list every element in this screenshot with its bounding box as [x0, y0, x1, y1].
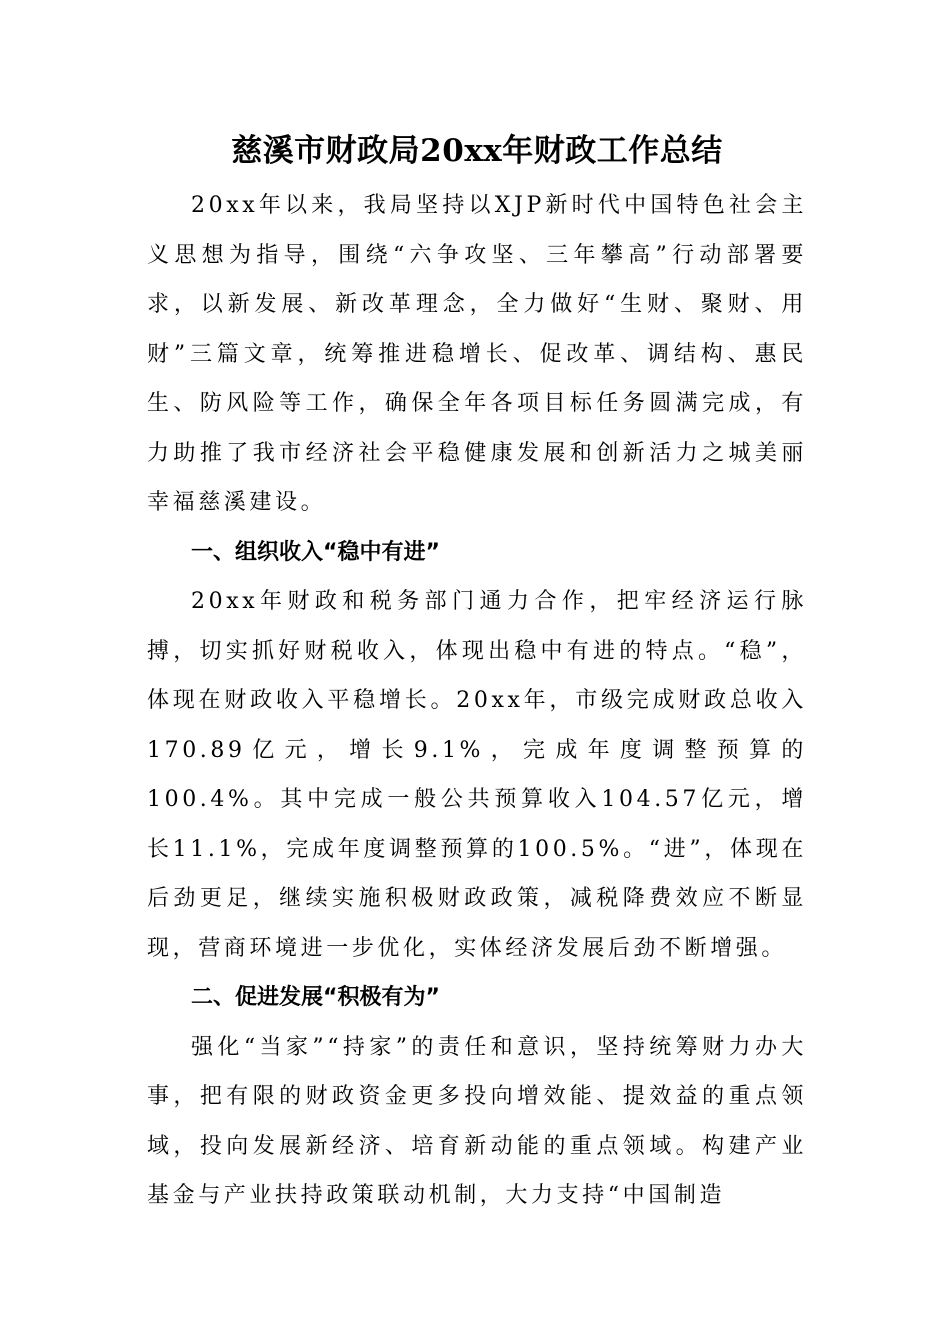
document-page: [147, 125, 807, 1221]
section-body-2: 强化“当家”“持家”的责任和意识，坚持统筹财力办大事，把有限的财政资金更多投向增效能、提效益的重点领域，投向发展新经济、培育新动能的重点领域。构建产业基金与产业扶持政策联动机制，大力支持“中国制造: [147, 1034, 807, 1208]
intro-paragraph: 20xx年以来，我局坚持以XJP新时代中国特色社会主义思想为指导，围绕“六争攻坚、三年攀高”行动部署要求，以新发展、新改革理念，全力做好“生财、聚财、用财”三篇文章，统筹推进稳增长、促改革、调结构、惠民生、防风险等工作，确保全年各项目标任务圆满完成，有力助推了我市经济社会平稳健康发展和创新活力之城美丽幸福慈溪建设。: [147, 193, 807, 515]
section-heading-1: 一、组织收入“稳中有进”: [191, 539, 440, 565]
section-heading-2: 二、促进发展“积极有为”: [191, 985, 440, 1010]
section-body-1: 20xx年财政和税务部门通力合作，把牢经济运行脉搏，切实抓好财税收入，体现出稳中有进的特点。“稳”，体现在财政收入平稳增长。20xx年，市级完成财政总收入170.89亿元，增长9.1%，完成年度调整预算的100.4%。其中完成一般公共预算收入104.57亿元，增长11.1%，完成年度调整预算的100.5%。“进”，体现在后劲更足，继续实施积极财政政策，减税降费效应不断显现，营商环境进一步优化，实体经济发展后劲不断增强。: [147, 589, 807, 961]
document-title: 慈溪市财政局20xx年财政工作总结: [231, 133, 723, 169]
